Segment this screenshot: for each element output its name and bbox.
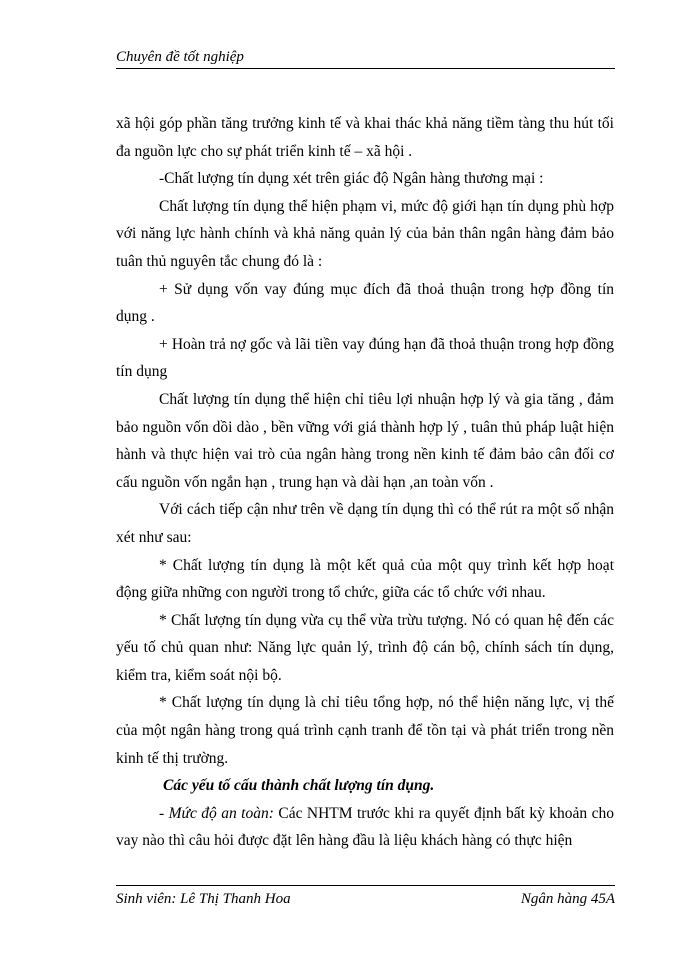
section-heading: Các yếu tố cấu thành chất lượng tín dụng.	[163, 777, 435, 795]
page-footer	[116, 889, 615, 909]
paragraph: * Chất lượng tín dụng vừa cụ thể vừa trừu tượng. Nó có quan hệ đến các yếu tố chủ quan như: Năng lực quản lý, trình độ cán bộ, chính sách tín dụng, kiểm tra, kiểm soát nội bộ.	[116, 611, 614, 684]
paragraph: + Hoàn trả nợ gốc và lãi tiền vay đúng hạn đã thoả thuận trong hợp đồng tín dụng	[116, 335, 614, 381]
paragraph: Chất lượng tín dụng thể hiện phạm vi, mức độ giới hạn tín dụng phù hợp với năng lực hành chính và khả năng quản lý của bản thân ngân hàng đảm bảo tuân thủ nguyên tắc chung đó là :	[116, 197, 614, 270]
paragraph-lead: - Mức độ an toàn:	[159, 804, 274, 822]
header-divider	[116, 68, 615, 69]
footer-student: Sinh viên: Lê Thị Thanh Hoa	[116, 891, 291, 907]
document-body	[116, 110, 614, 855]
page-header: Chuyên đề tốt nghiệp	[116, 49, 244, 65]
paragraph: -Chất lượng tín dụng xét trên giác độ Ngân hàng thương mại :	[159, 170, 544, 188]
footer-class: Ngân hàng 45A	[520, 891, 615, 907]
paragraph: + Sử dụng vốn vay đúng mục đích đã thoả thuận trong hợp đồng tín dụng .	[116, 280, 614, 326]
paragraph-rest: Các NHTM trước khi ra quyết định bất kỳ khoản cho vay nào thì câu hỏi được đặt lên hàng đầu là liệu khách hàng có thực hiện	[116, 804, 615, 850]
paragraph: * Chất lượng tín dụng là chỉ tiêu tổng hợp, nó thể hiện năng lực, vị thế của một ngân hàng trong quá trình cạnh tranh để tồn tại và phát triển trong nền kinh tế thị trường.	[116, 694, 614, 767]
paragraph: Chất lượng tín dụng thể hiện chỉ tiêu lợi nhuận hợp lý và gia tăng , đảm bảo nguồn vốn dồi dào , bền vững với giá thành hợp lý , tuân thủ pháp luật hiện hành và thực hiện vai trò của ngân hàng trong nền kinh tế đảm bảo cân đối cơ cấu nguồn vốn ngắn hạn , trung hạn và dài hạn ,an toàn vốn .	[116, 390, 614, 491]
paragraph	[116, 800, 614, 855]
paragraph: * Chất lượng tín dụng là một kết quả của một quy trình kết hợp hoạt động giữa những con người trong tổ chức, giữa các tổ chức với nhau.	[116, 556, 614, 602]
paragraph: Với cách tiếp cận như trên về dạng tín dụng thì có thể rút ra một số nhận xét như sau:	[116, 501, 614, 546]
footer-divider	[116, 885, 615, 886]
paragraph: xã hội góp phần tăng trưởng kinh tế và khai thác khả năng tiềm tàng thu hút tối đa nguồn lực cho sự phát triển kinh tế – xã hội .	[116, 115, 614, 160]
